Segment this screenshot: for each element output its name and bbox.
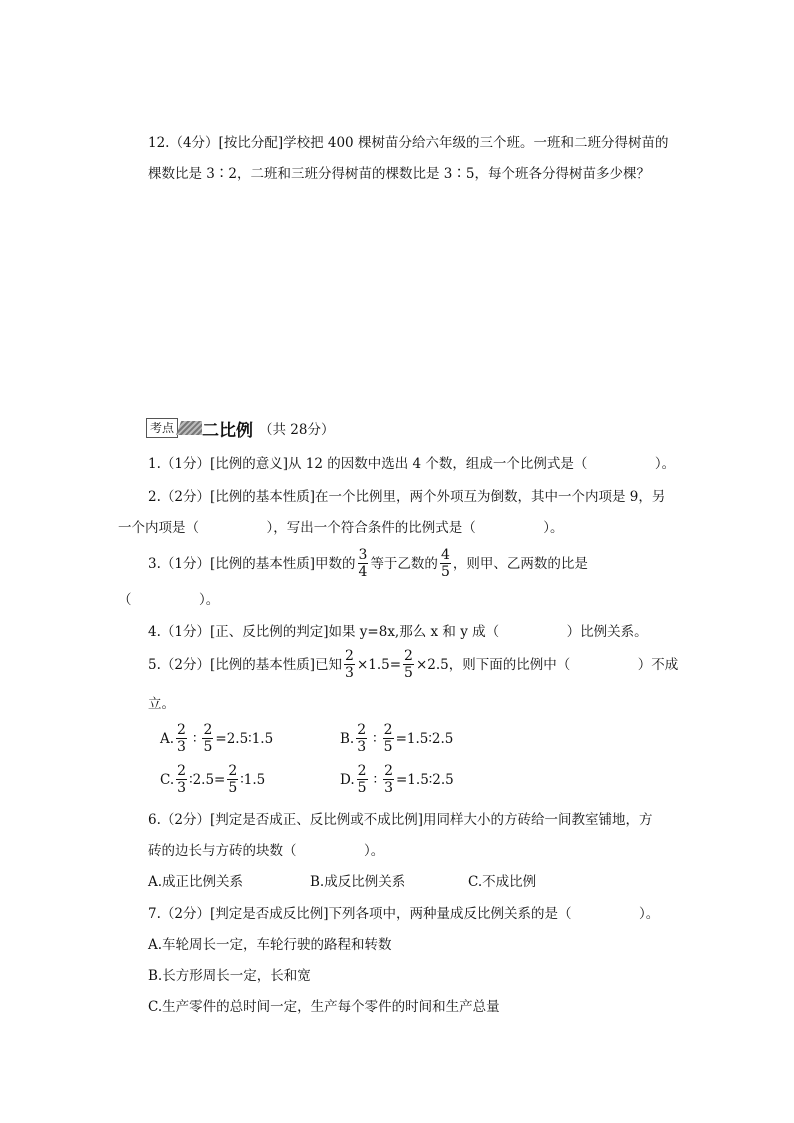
q5-option-b-label: B.	[340, 730, 355, 747]
q5-suffix: ×2.5，则下面的比例中（ ）不成	[415, 656, 679, 673]
q5-option-b-frac-2	[383, 722, 394, 755]
q5-option-d-frac-2	[383, 763, 394, 796]
q3-f1-num: 3	[358, 547, 368, 563]
q3-mid: 等于乙数的	[370, 555, 438, 572]
q5-option-d-frac-1	[357, 763, 368, 796]
q5-line1	[148, 648, 678, 681]
q5-f2-num: 2	[404, 648, 413, 664]
q5-d-f1-num: 2	[357, 763, 367, 779]
q12-line2: 棵数比是 3∶2，二班和三班分得树苗的棵数比是 3∶5，每个班各分得树苗多少棵？	[148, 166, 650, 182]
q3-line1	[148, 547, 588, 580]
q5-option-a-label: A.	[160, 730, 175, 747]
q5-b-f1-den: 3	[357, 739, 367, 755]
q5-fraction-2	[403, 648, 414, 681]
q3-fraction-2	[440, 547, 451, 580]
q6-option-a[interactable]: A.成正比例关系	[148, 874, 244, 890]
q7-option-a[interactable]: A.车轮周长一定，车轮行驶的路程和转数	[148, 937, 392, 953]
q5-d-f1-den: 5	[357, 780, 367, 796]
q5-f1-den: 3	[345, 665, 354, 681]
q5-option-c-rest: ∶1.5	[240, 771, 266, 788]
q6-line1: 6.（2分）[判定是否成正、反比例或不成比例]用同样大小的方砖给一间教室铺地，方	[148, 812, 653, 828]
q5-option-c-label: C.	[160, 771, 175, 788]
q3-fraction-1	[358, 547, 369, 580]
q5-option-c[interactable]	[160, 763, 265, 796]
q7-option-c[interactable]: C.生产零件的总时间一定，生产每个零件的时间和生产总量	[148, 999, 500, 1015]
q5-option-a-rest: =2.5∶1.5	[215, 730, 274, 747]
q12-line1: 12.（4分）[按比分配]学校把 400 棵树苗分给六年级的三个班。一班和二班分得树苗的	[148, 135, 669, 151]
q5-f1-num: 2	[345, 648, 354, 664]
q3-line2: （ ）。	[118, 592, 220, 608]
q5-a-f2-den: 5	[203, 739, 213, 755]
q5-line2: 立。	[148, 696, 175, 712]
q5-d-f2-num: 2	[384, 763, 393, 779]
q5-option-b-rest: =1.5∶2.5	[395, 730, 454, 747]
section-tag-decoration	[176, 421, 202, 435]
section-tag: 考点	[146, 418, 178, 438]
q5-option-a-sep: ∶	[192, 730, 197, 747]
q3-f2-den: 5	[440, 564, 450, 580]
section-score: （共 28分）	[259, 422, 335, 438]
q5-option-d-label: D.	[340, 771, 355, 788]
q1-text: 1.（1分）[比例的意义]从 12 的因数中选出 4 个数，组成一个比例式是（ ）。	[148, 456, 676, 472]
q5-d-f2-den: 3	[384, 780, 393, 796]
q5-option-c-mid: ∶2.5=	[189, 771, 226, 788]
q5-a-f2-num: 2	[203, 722, 213, 738]
q5-b-f2-num: 2	[383, 722, 393, 738]
q5-option-a-frac-1	[176, 722, 187, 755]
q7-text: 7.（2分）[判定是否成反比例]下列各项中，两种量成反比例关系的是（ ）。	[148, 906, 660, 922]
q5-option-b[interactable]	[340, 722, 453, 755]
q3-suffix: ，则甲、乙两数的比是	[452, 555, 588, 572]
section-header	[146, 416, 335, 440]
q2-line1: 2.（2分）[比例的基本性质]在一个比例里，两个外项互为倒数，其中一个内项是 9，另	[148, 489, 666, 505]
q5-b-f1-num: 2	[357, 722, 367, 738]
q5-mid: ×1.5=	[356, 656, 402, 673]
q5-b-f2-den: 5	[383, 739, 393, 755]
q6-option-c[interactable]: C.不成比例	[468, 874, 537, 890]
q5-option-d-sep: ∶	[373, 771, 378, 788]
q5-option-c-frac-2	[227, 763, 238, 796]
q5-prefix: 5.（2分）[比例的基本性质]已知	[148, 656, 343, 673]
q5-option-a-frac-2	[202, 722, 213, 755]
section-title: 二比例	[202, 420, 254, 441]
q5-option-d[interactable]	[340, 763, 454, 796]
q5-option-b-frac-1	[356, 722, 367, 755]
q3-f2-num: 4	[440, 547, 450, 563]
q2-line2: 一个内项是（ ），写出一个符合条件的比例式是（ ）。	[118, 520, 564, 536]
q6-line2: 砖的边长与方砖的块数（ ）。	[148, 843, 385, 859]
q3-prefix: 3.（1分）[比例的基本性质]甲数的	[148, 555, 356, 572]
q7-option-b[interactable]: B.长方形周长一定，长和宽	[148, 968, 311, 984]
q4-text: 4.（1分）[正、反比例的判定]如果 y=8x,那么 x 和 y 成（ ）比例关系。	[148, 624, 648, 640]
q5-option-b-sep: ∶	[373, 730, 377, 747]
q5-c-f2-num: 2	[228, 763, 238, 779]
q5-a-f1-den: 3	[177, 739, 186, 755]
q5-c-f2-den: 5	[228, 780, 238, 796]
q5-f2-den: 5	[404, 665, 413, 681]
q5-fraction-1	[344, 648, 355, 681]
q5-option-c-frac-1	[176, 763, 187, 796]
q5-c-f1-num: 2	[177, 763, 187, 779]
q6-option-b[interactable]: B.成反比例关系	[310, 874, 406, 890]
q5-option-d-rest: =1.5∶2.5	[396, 771, 454, 788]
q5-option-a[interactable]	[160, 722, 273, 755]
q5-a-f1-num: 2	[177, 722, 186, 738]
q3-f1-den: 4	[358, 564, 368, 580]
q5-c-f1-den: 3	[177, 780, 187, 796]
